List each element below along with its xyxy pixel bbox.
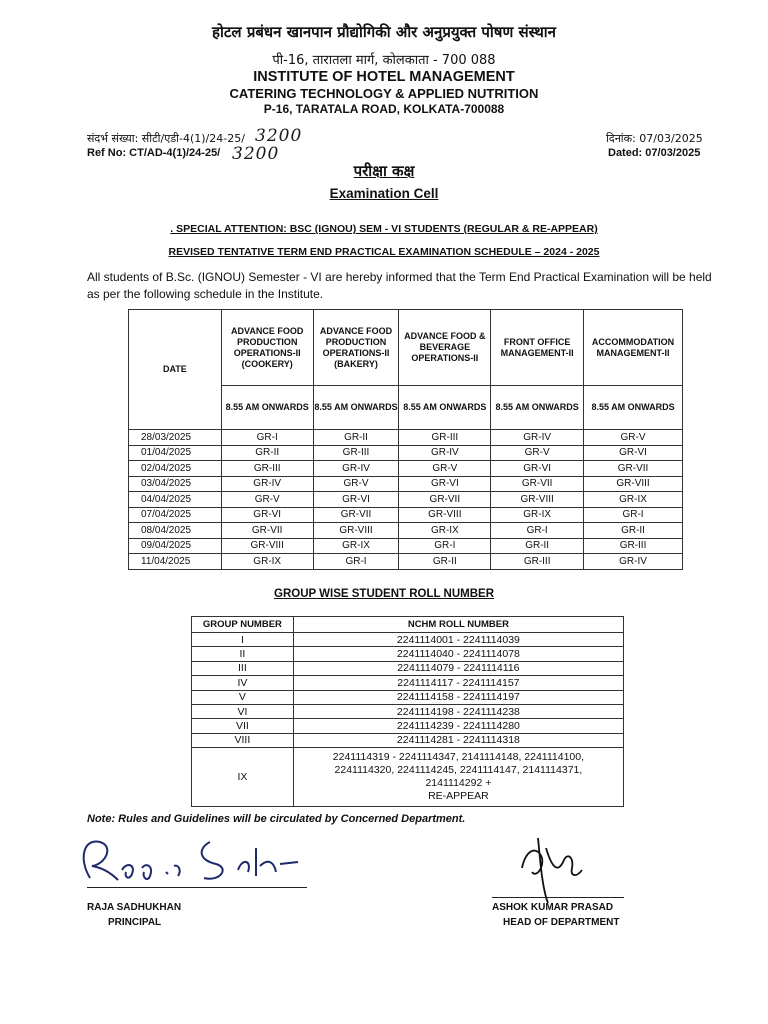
roll-range-cell: 2241114079 - 2241114116 xyxy=(293,661,623,675)
ref-english: Ref No: CT/AD-4(1)/24-25/ xyxy=(87,147,221,159)
group-cell: GR-V xyxy=(313,476,399,492)
subject-header: ACCOMMODATION MANAGEMENT-II xyxy=(584,310,683,386)
schedule-title: REVISED TENTATIVE TERM END PRACTICAL EXAMINATION SCHEDULE – 2024 - 2025 xyxy=(168,246,600,258)
table-row xyxy=(129,430,683,446)
roll-range-cell: 2241114117 - 2241114157 xyxy=(293,676,623,690)
date-cell: 01/04/2025 xyxy=(129,445,222,461)
roll-line: 2241114319 - 2241114347, 2141114148, 2241114100, xyxy=(332,751,585,764)
right-signature-line xyxy=(492,897,624,898)
time-cell: 8.55 AM ONWARDS xyxy=(399,386,491,430)
group-cell: GR-VI xyxy=(584,445,683,461)
date-cell: 11/04/2025 xyxy=(129,554,222,570)
ref-hindi-label: संदर्भ संख्या: सीटी/एडी-4(1)/24-25/ xyxy=(87,132,245,145)
special-attention-title: . SPECIAL ATTENTION: BSC (IGNOU) SEM - VI STUDENTS (REGULAR & RE-APPEAR) xyxy=(170,223,598,235)
hod-signature xyxy=(512,828,592,908)
note-text: Note: Rules and Guidelines will be circulated by Concerned Department. xyxy=(87,813,466,825)
ref-hindi xyxy=(87,131,245,146)
intro-paragraph: All students of B.Sc. (IGNOU) Semester - VI are hereby informed that the Term End Practical Examination will be held as per the following schedule in the Institute. xyxy=(87,270,712,301)
roll-line: 2141114292 + xyxy=(425,777,492,790)
time-cell: 8.55 AM ONWARDS xyxy=(491,386,584,430)
group-cell: GR-V xyxy=(221,492,313,508)
group-cell: GR-III xyxy=(399,430,491,446)
header-english-subtitle: CATERING TECHNOLOGY & APPLIED NUTRITION xyxy=(229,86,539,101)
principal-signature xyxy=(70,828,320,888)
exam-cell-hindi: परीक्षा कक्ष xyxy=(353,162,415,180)
group-cell: GR-VI xyxy=(313,492,399,508)
group-cell: GR-VII xyxy=(584,461,683,477)
date-header: DATE xyxy=(129,310,222,430)
group-cell: VIII xyxy=(192,733,294,747)
header-english-name: INSTITUTE OF HOTEL MANAGEMENT xyxy=(253,69,515,85)
date-cell: 28/03/2025 xyxy=(129,430,222,446)
principal-title: PRINCIPAL xyxy=(108,917,162,928)
date-cell: 09/04/2025 xyxy=(129,538,222,554)
group-cell: GR-VIII xyxy=(313,523,399,539)
group-cell: GR-VIII xyxy=(399,507,491,523)
group-cell: GR-III xyxy=(221,461,313,477)
group-cell: III xyxy=(192,661,294,675)
table-row xyxy=(192,704,624,718)
time-cell: 8.55 AM ONWARDS xyxy=(221,386,313,430)
date-cell: 04/04/2025 xyxy=(129,492,222,508)
table-row xyxy=(129,554,683,570)
roll-line: 2241114320, 2241114245, 2241114147, 2141114371, xyxy=(334,764,583,777)
table-row xyxy=(129,538,683,554)
group-cell: GR-VIII xyxy=(584,476,683,492)
subject-header: ADVANCE FOOD & BEVERAGE OPERATIONS-II xyxy=(399,310,491,386)
roll-range-cell: 2241114281 - 2241114318 xyxy=(293,733,623,747)
group-cell: II xyxy=(192,647,294,661)
group-cell: GR-III xyxy=(584,538,683,554)
group-cell: IV xyxy=(192,676,294,690)
group-cell: GR-V xyxy=(584,430,683,446)
roll-line: RE-APPEAR xyxy=(428,790,489,803)
group-cell: GR-I xyxy=(584,507,683,523)
group-cell: GR-IX xyxy=(491,507,584,523)
table-row xyxy=(129,476,683,492)
table-row xyxy=(192,661,624,675)
ref-handwritten-number-1: 3200 xyxy=(255,126,303,146)
header-hindi-name: होटल प्रबंधन खानपान प्रौद्योगिकी और अनुप्रयुक्त पोषण संस्थान xyxy=(212,23,556,41)
group-cell: IX xyxy=(192,748,294,807)
date-cell: 07/04/2025 xyxy=(129,507,222,523)
table-row xyxy=(192,633,624,647)
time-cell: 8.55 AM ONWARDS xyxy=(313,386,399,430)
group-cell: GR-VII xyxy=(491,476,584,492)
roll-range-cell: 2241114239 - 2241114280 xyxy=(293,719,623,733)
group-cell: GR-III xyxy=(313,445,399,461)
group-cell: GR-IV xyxy=(313,461,399,477)
table-row xyxy=(192,719,624,733)
date-cell: 03/04/2025 xyxy=(129,476,222,492)
group-cell: GR-IV xyxy=(399,445,491,461)
table-row xyxy=(192,733,624,747)
roll-range-cell xyxy=(293,748,623,807)
table-row xyxy=(192,690,624,704)
group-cell: GR-VII xyxy=(221,523,313,539)
date-english: Dated: 07/03/2025 xyxy=(608,147,701,159)
group-cell: GR-IV xyxy=(491,430,584,446)
group-cell: GR-II xyxy=(221,445,313,461)
roll-header-row xyxy=(192,617,624,633)
schedule-header-row xyxy=(129,310,683,386)
schedule-table xyxy=(128,309,683,570)
group-cell: GR-VI xyxy=(221,507,313,523)
subject-header: ADVANCE FOOD PRODUCTION OPERATIONS-II (BAKERY) xyxy=(313,310,399,386)
roll-number-title: GROUP WISE STUDENT ROLL NUMBER xyxy=(274,588,494,600)
table-row xyxy=(129,445,683,461)
group-cell: GR-I xyxy=(399,538,491,554)
roll-number-header: NCHM ROLL NUMBER xyxy=(293,617,623,633)
group-cell: GR-VIII xyxy=(221,538,313,554)
table-row xyxy=(192,676,624,690)
subject-header: ADVANCE FOOD PRODUCTION OPERATIONS-II (COOKERY) xyxy=(221,310,313,386)
table-row xyxy=(129,461,683,477)
date-cell: 08/04/2025 xyxy=(129,523,222,539)
group-cell: I xyxy=(192,633,294,647)
group-cell: GR-IX xyxy=(313,538,399,554)
group-cell: GR-II xyxy=(399,554,491,570)
group-cell: GR-IV xyxy=(221,476,313,492)
table-row xyxy=(129,492,683,508)
group-cell: GR-VI xyxy=(491,461,584,477)
roll-range-cell: 2241114158 - 2241114197 xyxy=(293,690,623,704)
header-hindi-address: पी-16, तारातला मार्ग, कोलकाता - 700 088 xyxy=(272,53,496,68)
group-cell: GR-VIII xyxy=(491,492,584,508)
roll-range-cell: 2241114040 - 2241114078 xyxy=(293,647,623,661)
roll-number-table xyxy=(191,616,624,807)
table-row xyxy=(129,507,683,523)
group-cell: GR-IV xyxy=(584,554,683,570)
left-signature-line xyxy=(87,887,307,888)
date-hindi: दिनांक: 07/03/2025 xyxy=(606,132,703,145)
roll-range-cell: 2241114001 - 2241114039 xyxy=(293,633,623,647)
roll-range-cell: 2241114198 - 2241114238 xyxy=(293,704,623,718)
group-cell: GR-IX xyxy=(584,492,683,508)
table-row xyxy=(192,748,624,807)
group-cell: GR-III xyxy=(491,554,584,570)
group-cell: GR-VII xyxy=(399,492,491,508)
hod-name: ASHOK KUMAR PRASAD xyxy=(492,902,614,913)
group-cell: GR-I xyxy=(313,554,399,570)
group-cell: GR-IX xyxy=(399,523,491,539)
group-cell: GR-I xyxy=(491,523,584,539)
subject-header: FRONT OFFICE MANAGEMENT-II xyxy=(491,310,584,386)
hod-title: HEAD OF DEPARTMENT xyxy=(503,917,620,928)
ref-handwritten-number-2: 3200 xyxy=(232,144,280,164)
group-cell: GR-II xyxy=(491,538,584,554)
principal-name: RAJA SADHUKHAN xyxy=(87,902,182,913)
time-cell: 8.55 AM ONWARDS xyxy=(584,386,683,430)
header-english-address: P-16, TARATALA ROAD, KOLKATA-700088 xyxy=(263,102,505,116)
group-cell: VI xyxy=(192,704,294,718)
group-cell: GR-II xyxy=(313,430,399,446)
group-cell: GR-II xyxy=(584,523,683,539)
group-cell: GR-I xyxy=(221,430,313,446)
group-cell: V xyxy=(192,690,294,704)
date-cell: 02/04/2025 xyxy=(129,461,222,477)
exam-cell-english: Examination Cell xyxy=(329,186,439,201)
group-cell: GR-VII xyxy=(313,507,399,523)
group-cell: VII xyxy=(192,719,294,733)
group-cell: GR-V xyxy=(399,461,491,477)
table-row xyxy=(129,523,683,539)
group-number-header: GROUP NUMBER xyxy=(192,617,294,633)
group-cell: GR-IX xyxy=(221,554,313,570)
table-row xyxy=(192,647,624,661)
principal-signature-text: Raja S.dhukhan xyxy=(70,828,78,829)
group-cell: GR-V xyxy=(491,445,584,461)
group-cell: GR-VI xyxy=(399,476,491,492)
